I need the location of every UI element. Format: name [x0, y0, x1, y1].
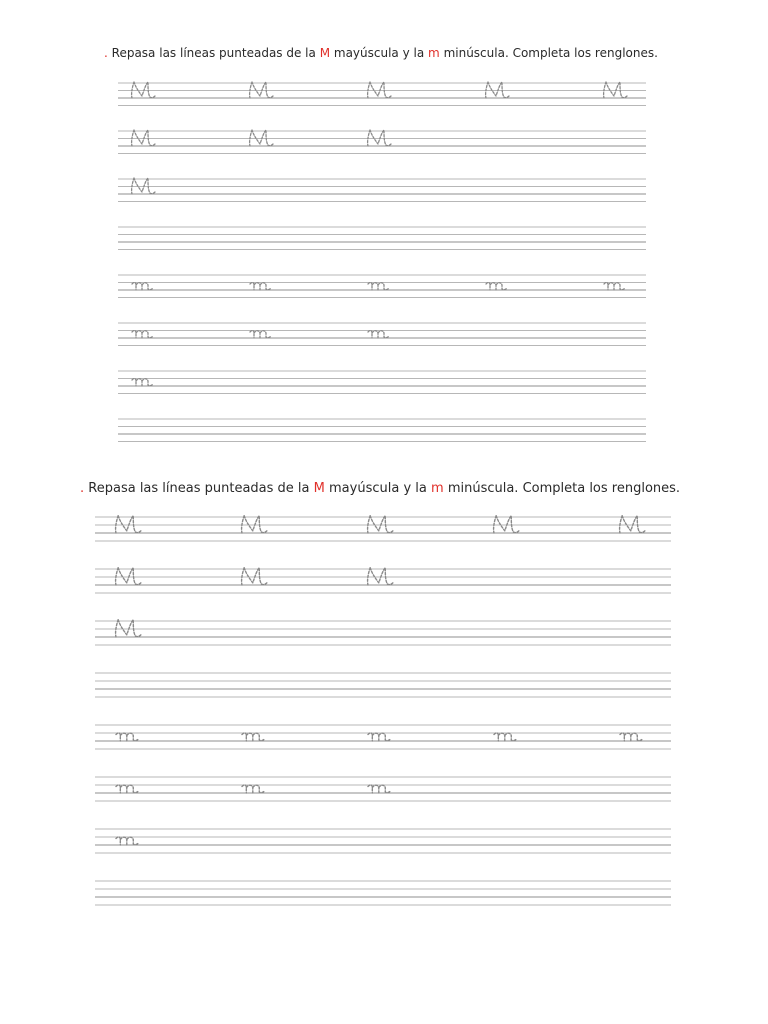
writing-row	[95, 568, 671, 593]
tracing-letter-lowercase-m	[486, 283, 507, 291]
instruction-text-part3: minúscula. Completa los renglones.	[447, 481, 681, 496]
instruction-uppercase-letter: M	[319, 46, 331, 60]
tracing-letter-lowercase-m	[494, 733, 517, 741]
tracing-letter-uppercase-m	[242, 516, 267, 533]
writing-row	[95, 620, 671, 645]
instruction-lowercase-letter: m	[431, 481, 444, 496]
tracing-letter-lowercase-m	[604, 283, 625, 291]
tracing-letter-lowercase-m	[620, 733, 643, 741]
instruction-prefix: .	[104, 46, 108, 60]
instruction-text-part1: Repasa las líneas punteadas de la	[88, 481, 310, 496]
writing-row	[118, 82, 646, 106]
instruction-text-part2: mayúscula y la	[333, 46, 425, 60]
writing-row	[95, 725, 671, 749]
writing-row	[118, 130, 646, 154]
tracing-letter-uppercase-m	[368, 516, 393, 533]
worksheet-1-lines	[118, 82, 646, 442]
worksheet-2-lines	[95, 516, 671, 905]
tracing-letter-lowercase-m	[250, 331, 271, 339]
tracing-letter-uppercase-m	[242, 568, 267, 585]
writing-row	[118, 178, 646, 202]
writing-row	[95, 829, 671, 853]
writing-row	[118, 419, 646, 442]
tracing-letter-lowercase-m	[116, 785, 139, 793]
tracing-letter-lowercase-m	[368, 331, 389, 339]
writing-row	[95, 516, 671, 541]
tracing-letter-uppercase-m	[620, 516, 645, 533]
tracing-letter-lowercase-m	[242, 785, 265, 793]
writing-row	[118, 323, 646, 346]
tracing-letter-lowercase-m	[116, 837, 139, 845]
tracing-letter-lowercase-m	[132, 283, 153, 291]
writing-row	[118, 371, 646, 394]
instruction-lowercase-letter: m	[428, 46, 440, 60]
writing-row	[118, 227, 646, 250]
instruction-uppercase-letter: M	[313, 481, 325, 496]
writing-row	[118, 275, 646, 298]
tracing-letter-lowercase-m	[132, 379, 153, 387]
tracing-letter-lowercase-m	[116, 733, 139, 741]
writing-row	[95, 673, 671, 697]
tracing-letter-uppercase-m	[116, 516, 141, 533]
tracing-letter-lowercase-m	[242, 733, 265, 741]
tracing-letter-lowercase-m	[368, 785, 391, 793]
instruction-prefix: .	[80, 481, 85, 496]
instruction-text-part3: minúscula. Completa los renglones.	[443, 46, 658, 60]
instruction-text-part2: mayúscula y la	[329, 481, 427, 496]
tracing-letter-lowercase-m	[368, 283, 389, 291]
writing-row	[95, 777, 671, 801]
tracing-letter-uppercase-m	[368, 568, 393, 585]
instruction-text-part1: Repasa las líneas punteadas de la	[111, 46, 316, 60]
tracing-letter-uppercase-m	[494, 516, 519, 533]
tracing-letter-uppercase-m	[116, 620, 141, 637]
tracing-letter-lowercase-m	[132, 331, 153, 339]
tracing-letter-lowercase-m	[250, 283, 271, 291]
tracing-letter-lowercase-m	[368, 733, 391, 741]
writing-row	[95, 881, 671, 905]
tracing-letter-uppercase-m	[116, 568, 141, 585]
